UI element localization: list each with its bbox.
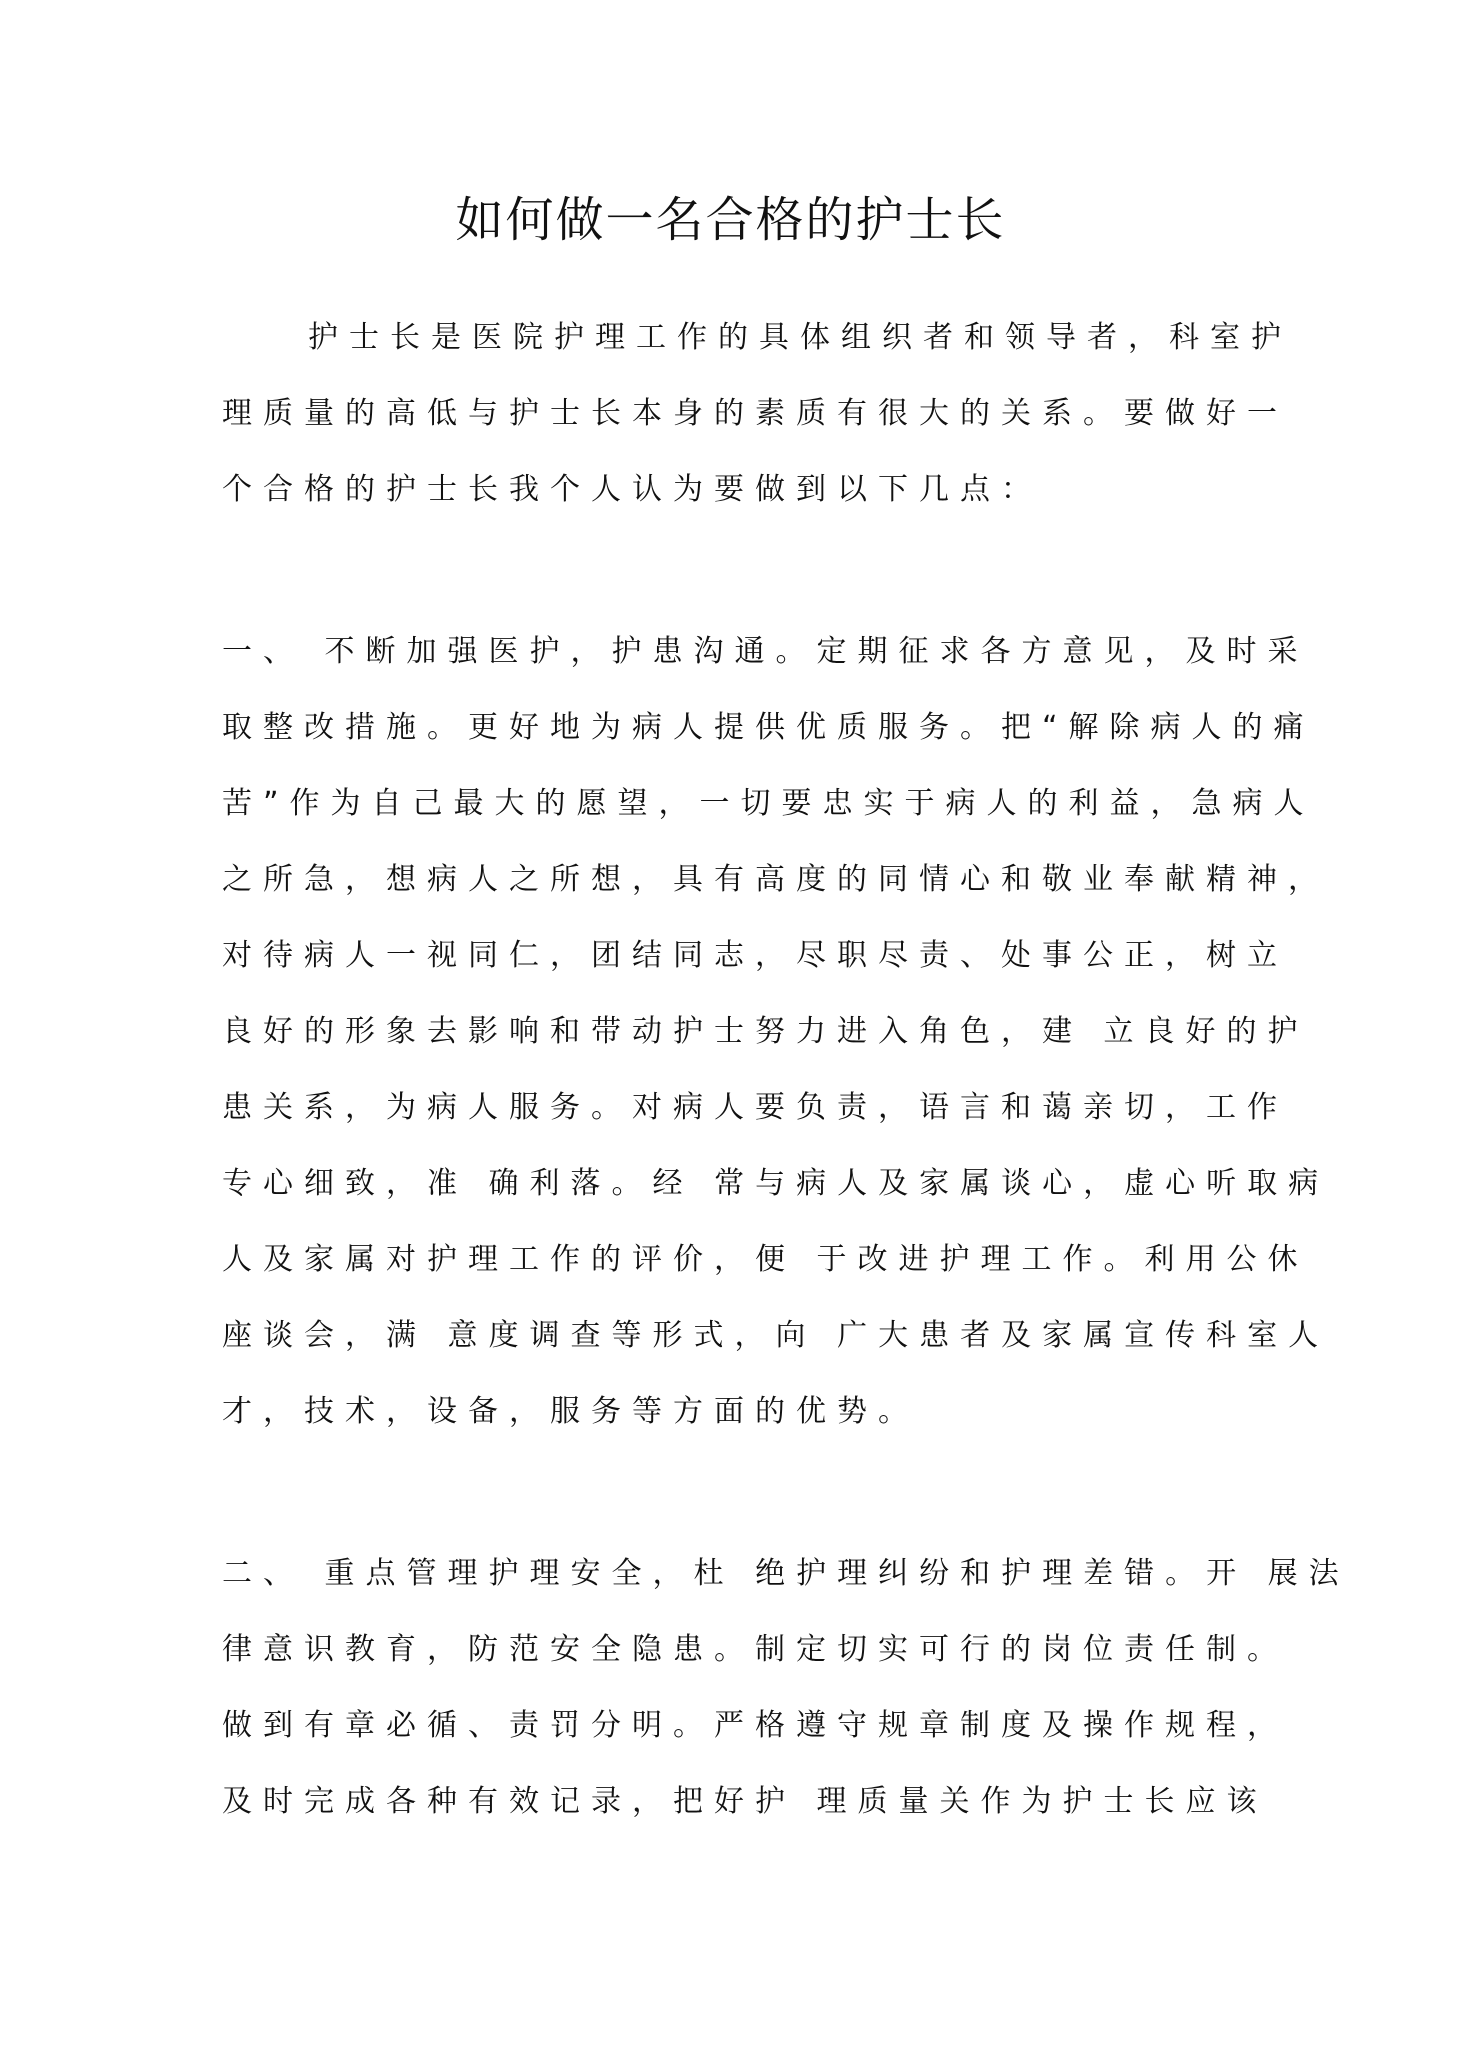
paragraph-line: 专心细致，准 确利落。经 常与病人及家属谈心，虚心听取病 [222,1166,1330,1201]
paragraph-line: 做到有章必循、责罚分明。严格遵守规章制度及操作规程， [222,1708,1288,1743]
paragraph-line: 个合格的护士长我个人认为要做到以下几点： [222,472,1042,507]
paragraph-line: 患关系，为病人服务。对病人要负责，语言和蔼亲切，工作 [222,1090,1288,1125]
document-title: 如何做一名合格的护士长 [455,192,1006,248]
paragraph-line: 才，技术，设备，服务等方面的优势。 [222,1394,919,1429]
paragraph-line: 二、 重点管理护理安全，杜 绝护理纠纷和护理差错。开 展法 [222,1556,1350,1591]
paragraph-line: 一、 不断加强医护，护患沟通。定期征求各方意见，及时采 [222,634,1309,669]
paragraph-line: 人及家属对护理工作的评价，便 于改进护理工作。利用公休 [222,1242,1309,1277]
paragraph-line: 护士长是医院护理工作的具体组织者和领导者，科室护 [308,320,1292,355]
paragraph-line: 及时完成各种有效记录，把好护 理质量关作为护士长应该 [222,1784,1268,1819]
paragraph-line: 之所急，想病人之所想，具有高度的同情心和敬业奉献精神， [222,862,1329,897]
paragraph-line: 取整改措施。更好地为病人提供优质服务。把“解除病人的痛 [222,710,1315,745]
paragraph-line: 对待病人一视同仁，团结同志，尽职尽责、处事公正，树立 [222,938,1288,973]
paragraph-line: 苦”作为自己最大的愿望，一切要忠实于病人的利益，急病人 [222,786,1315,821]
paragraph-line: 理质量的高低与护士长本身的素质有很大的关系。要做好一 [222,396,1288,431]
paragraph-line: 良好的形象去影响和带动护士努力进入角色，建 立良好的护 [222,1014,1309,1049]
paragraph-line: 律意识教育，防范安全隐患。制定切实可行的岗位责任制。 [222,1632,1288,1667]
paragraph-line: 座谈会，满 意度调查等形式，向 广大患者及家属宣传科室人 [222,1318,1330,1353]
